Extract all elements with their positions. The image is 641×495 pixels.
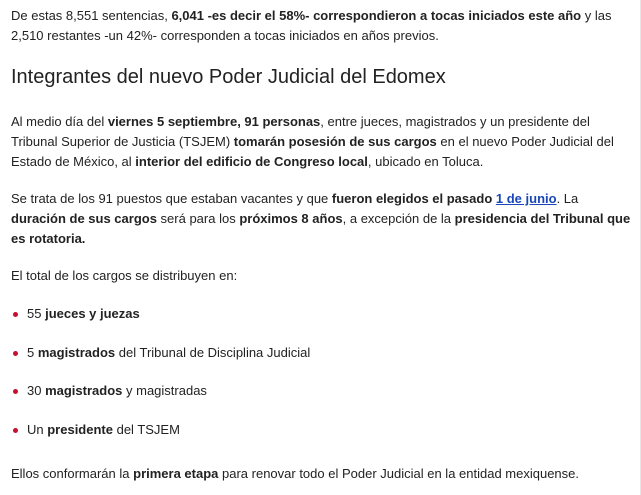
list-item-pre: 30 — [27, 383, 46, 398]
swearing-text-4: , ubicado en Toluca. — [367, 154, 484, 169]
positions-paragraph — [11, 189, 631, 249]
list-item — [11, 343, 631, 382]
closing-bold-1: primera etapa — [133, 466, 219, 481]
election-date-link[interactable]: 1 de junio — [495, 191, 557, 206]
closing-paragraph — [11, 464, 579, 484]
bullet-dot-icon — [13, 312, 18, 317]
intro-bold-1: 6,041 -es decir el 58%- correspondieron a tocas iniciados este año — [171, 8, 582, 23]
swearing-text-3: en el nuevo Poder Judicial del Estado de México, al — [11, 134, 614, 169]
swearing-bold-1: viernes 5 septiembre, 91 personas — [107, 114, 321, 129]
list-item-bold: jueces y juezas — [45, 306, 140, 321]
list-item-pre: Un — [27, 421, 48, 437]
bullet-dot-icon — [13, 389, 18, 394]
list-item-pre: 55 — [27, 306, 46, 321]
total-paragraph: El total de los cargos se distribuyen en: — [11, 268, 238, 283]
bullet-dot-icon — [13, 351, 18, 356]
list-item — [11, 420, 631, 459]
list-item-pre: 5 — [27, 344, 38, 360]
positions-text-2: . La — [556, 191, 579, 206]
list-item — [11, 304, 631, 343]
swearing-bold-2: tomarán posesión de sus cargos — [233, 134, 437, 149]
intro-text-1: De estas 8,551 sentencias, — [11, 8, 172, 23]
positions-text-4: , a excepción de la — [342, 211, 455, 226]
list-item-bold: magistrados — [45, 383, 123, 398]
positions-list — [11, 304, 631, 458]
closing-text-1: Ellos conformarán la — [11, 466, 134, 481]
positions-bold-2: duración de sus cargos — [11, 211, 157, 226]
intro-text-2: y las 2,510 restantes -un 42%- corresponden a tocas iniciados en años previos. — [11, 8, 612, 43]
positions-bold-4: presidencia del Tribunal que es rotatoria. — [11, 211, 631, 246]
positions-bold-3: próximos 8 años — [239, 211, 343, 226]
positions-text-1: Se trata de los 91 puestos que estaban vacantes y que — [11, 191, 332, 206]
positions-bold-1: fueron elegidos el pasado — [331, 191, 493, 206]
list-item — [11, 381, 631, 420]
swearing-text-1: Al medio día del — [11, 114, 108, 129]
list-item-post: del TSJEM — [112, 421, 180, 437]
list-item-post: y magistradas — [122, 383, 207, 398]
section-heading: Integrantes del nuevo Poder Judicial del Edomex — [11, 66, 446, 88]
list-item-post: del Tribunal de Disciplina Judicial — [115, 344, 311, 360]
intro-paragraph — [11, 6, 631, 46]
swearing-paragraph — [11, 112, 631, 172]
swearing-text-2: , entre jueces, magistrados y un presidente del Tribunal Superior de Justicia (TSJEM) — [11, 114, 590, 149]
bullet-dot-icon — [13, 428, 18, 433]
closing-text-2: para renovar todo el Poder Judicial en la entidad mexiquense. — [218, 466, 580, 481]
positions-text-3: será para los — [156, 211, 240, 226]
list-item-bold: presidente — [47, 421, 113, 437]
list-item-bold: magistrados — [37, 344, 116, 360]
swearing-bold-3: interior del edificio de Congreso local — [135, 154, 368, 169]
